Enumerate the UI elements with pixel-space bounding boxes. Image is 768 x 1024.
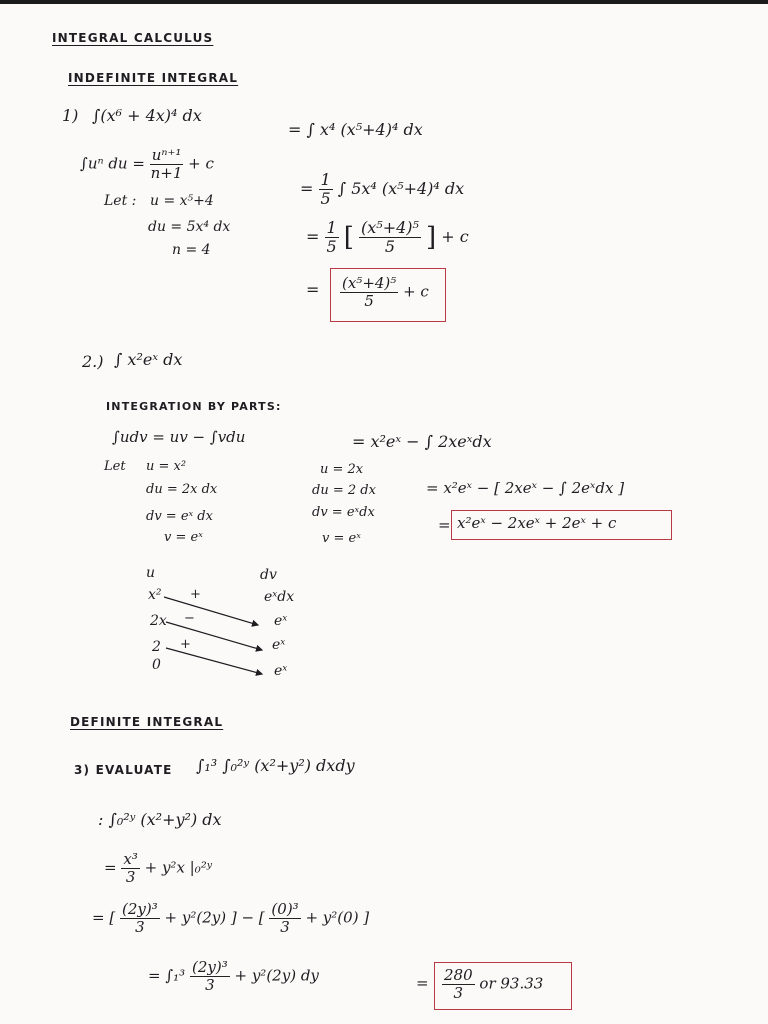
answer-fraction bbox=[442, 968, 475, 1001]
problem-1-label: 1) bbox=[62, 106, 79, 125]
fraction-denominator: 3 bbox=[280, 918, 290, 936]
page-title: INTEGRAL CALCULUS bbox=[52, 31, 214, 45]
step-4-integral: = ∫₁³ bbox=[148, 966, 186, 985]
arrow-2 bbox=[166, 622, 262, 650]
fraction-denominator: 5 bbox=[320, 189, 331, 208]
v-second: v = eˣ bbox=[322, 531, 361, 546]
left-bracket: [ bbox=[343, 222, 354, 253]
problem-3-statement: ∫₁³ ∫₀²ʸ (x²+y²) dxdy bbox=[196, 756, 355, 775]
answer-decimal: or 93.33 bbox=[479, 974, 544, 993]
table-header-u: u bbox=[146, 565, 156, 581]
problem-3-answer-equals: = bbox=[416, 974, 429, 992]
fraction-denominator: 3 bbox=[453, 984, 464, 1002]
dv-second: dv = eˣdx bbox=[312, 505, 375, 520]
section-heading-indefinite: INDEFINITE INTEGRAL bbox=[68, 71, 239, 85]
step-4-fraction bbox=[190, 960, 230, 993]
step-3-middle: + y²(2y) ] − [ bbox=[164, 908, 265, 927]
du-first: du = 2x dx bbox=[146, 482, 218, 497]
fraction-denominator: 3 bbox=[135, 918, 145, 936]
step-3-fraction-a bbox=[120, 902, 160, 935]
substitution-n: n = 4 bbox=[172, 242, 211, 258]
section-heading-definite: DEFINITE INTEGRAL bbox=[70, 715, 224, 729]
equals-sign: = bbox=[306, 227, 320, 246]
method-heading: INTEGRATION BY PARTS: bbox=[106, 400, 282, 413]
problem-3-step-4 bbox=[148, 960, 319, 993]
fraction-denominator: 3 bbox=[205, 976, 215, 994]
fraction-numerator: 280 bbox=[444, 966, 473, 984]
table-sign-1: + bbox=[190, 587, 201, 602]
constant: + c bbox=[403, 282, 429, 301]
table-sign-3: + bbox=[180, 637, 191, 652]
fraction-numerator: (2y)³ bbox=[191, 958, 228, 976]
problem-3-answer bbox=[442, 968, 543, 1001]
problem-1-answer-equals: = bbox=[306, 280, 320, 299]
fraction-numerator: x³ bbox=[123, 850, 138, 868]
fraction-denominator: 3 bbox=[125, 868, 136, 886]
equals-sign: = bbox=[300, 179, 314, 198]
fraction-numerator: (x⁵+4)⁵ bbox=[361, 218, 419, 237]
step-2-fraction bbox=[121, 852, 139, 885]
problem-2-label: 2.) bbox=[82, 352, 104, 371]
power-rule-numerator: uⁿ⁺¹ bbox=[151, 146, 182, 164]
fraction-numerator: (2y)³ bbox=[121, 900, 158, 918]
problem-2-answer: x²eˣ − 2xeˣ + 2eˣ + c bbox=[457, 514, 617, 532]
problem-2-answer-equals: = bbox=[438, 516, 451, 534]
problem-3-step-1: : ∫₀²ʸ (x²+y²) dx bbox=[98, 810, 222, 829]
step-2-integrand: ∫ 5x⁴ (x⁵+4)⁴ dx bbox=[337, 179, 465, 198]
step-3-tail: + y²(0) ] bbox=[305, 908, 370, 927]
fraction-denominator: 5 bbox=[326, 237, 337, 256]
problem-2-step-2: = x²eˣ − [ 2xeˣ − ∫ 2eˣdx ] bbox=[426, 479, 625, 497]
table-u-row-4: 0 bbox=[152, 657, 161, 673]
dv-first: dv = eˣ dx bbox=[146, 509, 213, 524]
fraction-numerator: (0)³ bbox=[271, 900, 299, 918]
fraction-numerator: 1 bbox=[320, 170, 331, 189]
du-second: du = 2 dx bbox=[312, 483, 376, 498]
substitution-u: u = x⁵+4 bbox=[150, 193, 214, 209]
problem-3-step-3 bbox=[92, 902, 369, 935]
power-rule-lhs: ∫uⁿ du = bbox=[80, 154, 145, 173]
table-dv-row-4: eˣ bbox=[274, 663, 288, 679]
problem-2-step-1: = x²eˣ − ∫ 2xeˣdx bbox=[352, 432, 492, 451]
fraction-numerator: 1 bbox=[326, 218, 337, 237]
table-dv-row-3: eˣ bbox=[272, 637, 286, 653]
fraction-denominator: 5 bbox=[364, 292, 374, 310]
fraction-numerator: (x⁵+4)⁵ bbox=[342, 274, 397, 292]
table-header-dv: dv bbox=[260, 567, 277, 583]
constant: + c bbox=[441, 227, 469, 246]
step-3-fraction-b bbox=[269, 902, 300, 935]
table-dv-row-1: eˣdx bbox=[264, 589, 295, 605]
power-rule-denominator: n+1 bbox=[150, 164, 183, 182]
step-2-tail: + y²x |₀²ʸ bbox=[144, 858, 213, 877]
parts-formula: ∫udv = uv − ∫vdu bbox=[112, 428, 246, 446]
v-first: v = eˣ bbox=[164, 530, 203, 545]
step-4-tail: + y²(2y) dy bbox=[234, 966, 319, 985]
power-rule-constant: + c bbox=[188, 154, 214, 173]
problem-2-statement: ∫ x²eˣ dx bbox=[114, 350, 183, 369]
u-first: u = x² bbox=[146, 459, 187, 474]
u-second: u = 2x bbox=[320, 462, 364, 477]
problem-1-statement: ∫(x⁶ + 4x)⁴ dx bbox=[92, 106, 202, 125]
problem-1-step-1: = ∫ x⁴ (x⁵+4)⁴ dx bbox=[288, 120, 423, 139]
left-bracket-open: = [ bbox=[92, 908, 116, 927]
fraction-denominator: 5 bbox=[384, 237, 396, 256]
table-u-row-2: 2x bbox=[150, 613, 167, 629]
table-sign-2: − bbox=[184, 611, 195, 626]
right-bracket: ] bbox=[426, 222, 437, 253]
arrow-3 bbox=[166, 648, 262, 674]
arrow-1 bbox=[164, 597, 258, 625]
problem-3-label: 3) EVALUATE bbox=[74, 763, 173, 777]
table-u-row-1: x² bbox=[148, 587, 162, 603]
let-label: Let bbox=[104, 459, 126, 474]
substitution-du: du = 5x⁴ dx bbox=[148, 219, 231, 235]
table-u-row-3: 2 bbox=[152, 639, 161, 655]
problem-3-step-2 bbox=[104, 852, 212, 885]
table-dv-row-2: eˣ bbox=[274, 613, 288, 629]
let-label: Let : bbox=[104, 193, 137, 209]
equals-sign: = bbox=[104, 858, 117, 877]
